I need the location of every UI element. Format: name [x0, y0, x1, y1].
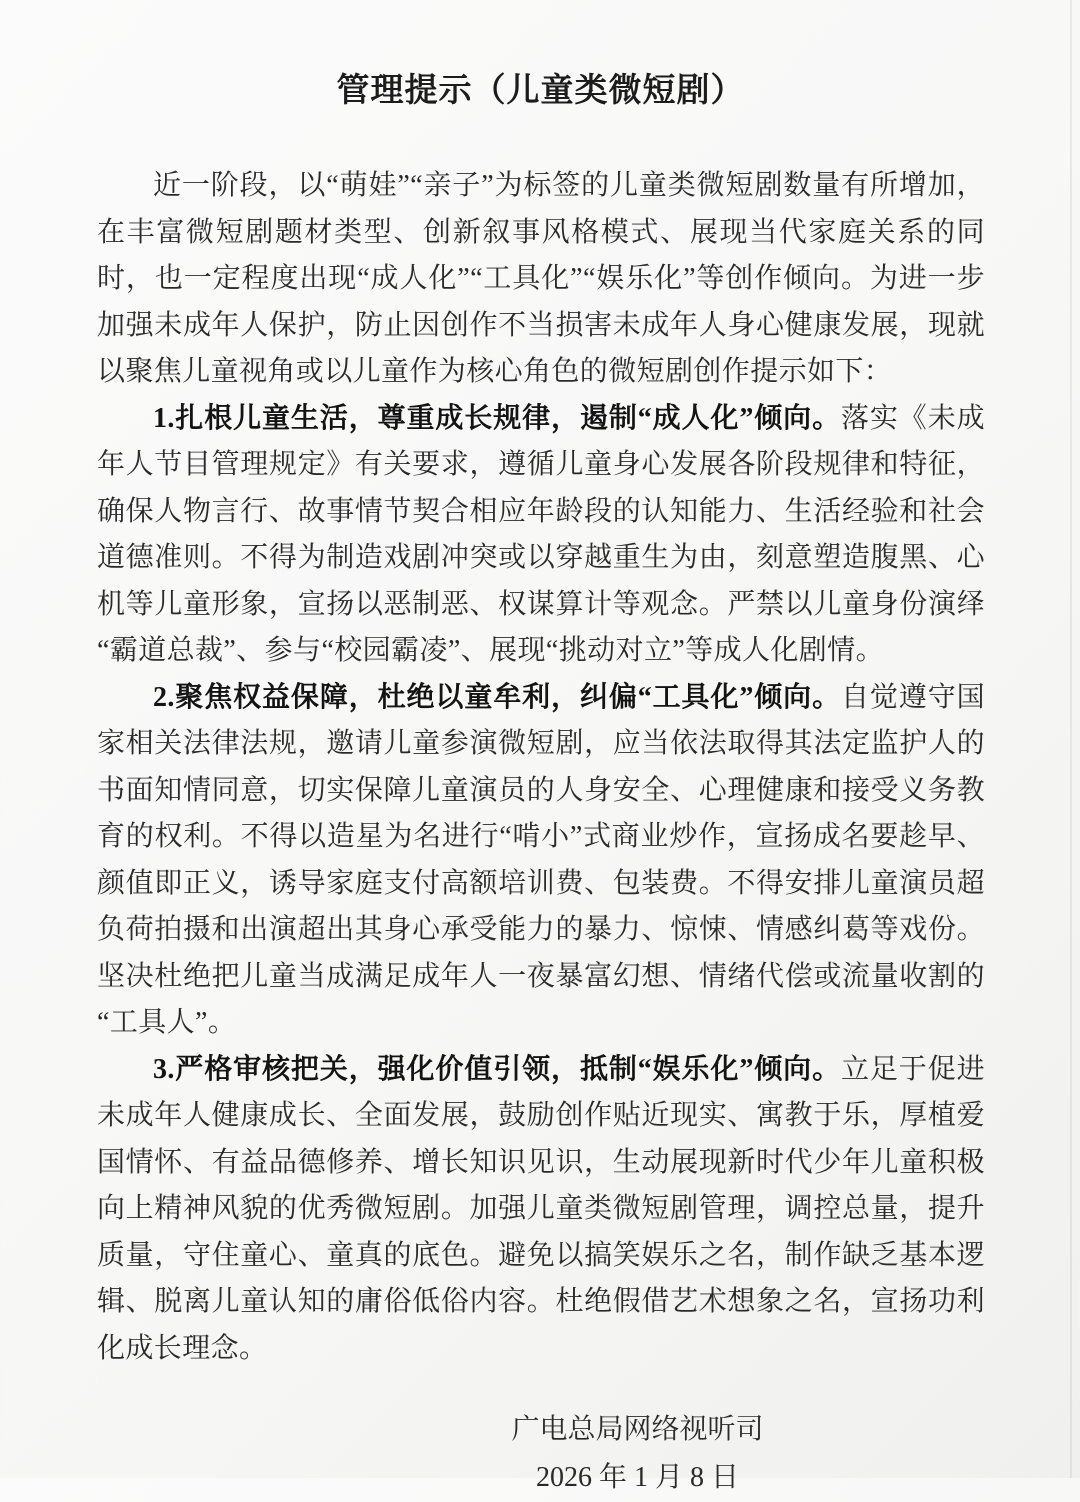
document-title: 管理提示（儿童类微短剧） [336, 73, 745, 109]
paragraph-point-2 [97, 675, 985, 1047]
issue-date: 2026 年 1 月 8 日 [535, 1462, 739, 1493]
paragraph-intro [97, 163, 985, 396]
paragraph-point-3 [97, 1047, 985, 1373]
issuing-department: 广电总局网络视听司 [511, 1414, 764, 1445]
point-2-heading: 2.聚焦权益保障，杜绝以童牟利，纠偏“工具化”倾向。 [153, 681, 841, 713]
point-1-heading: 1.扎根儿童生活，尊重成长规律，遏制“成人化”倾向。 [153, 402, 841, 434]
point-2-text: 自觉遵守国家相关法律法规，邀请儿童参演微短剧，应当依法取得其法定监护人的书面知情同意，切实保障儿童演员的人身安全、心理健康和接受义务教育的权利。不得以造星为名进行“啃小”式商业炒作，宣扬成名要趁早、颜值即正义，诱导家庭支付高额培训费、包装费。不得安排儿童演员超负荷拍摄和出演超出其身心承受能力的暴力、惊悚、情感纠葛等戏份。坚决杜绝把儿童当成满足成年人一夜暴富幻想、情绪代偿或流量收割的“工具人”。 [97, 681, 985, 1038]
paragraph-intro-text: 近一阶段，以“萌娃”“亲子”为标签的儿童类微短剧数量有所增加，在丰富微短剧题材类型、创新叙事风格模式、展现当代家庭关系的同时，也一定程度出现“成人化”“工具化”“娱乐化”等创作倾向。为进一步加强未成年人保护，防止因创作不当损害未成年人身心健康发展，现就以聚焦儿童视角或以儿童作为核心角色的微短剧创作提示如下： [97, 170, 985, 387]
document-body [97, 163, 985, 1372]
point-3-heading: 3.严格审核把关，强化价值引领，抵制“娱乐化”倾向。 [153, 1053, 841, 1085]
signature-block [194, 1406, 1080, 1502]
point-1-text: 落实《未成年人节目管理规定》有关要求，遵循儿童身心发展各阶段规律和特征，确保人物言行、故事情节契合相应年龄段的认知能力、生活经验和社会道德准则。不得为制造戏剧冲突或以穿越重生为由，刻意塑造腹黑、心机等儿童形象，宣扬以恶制恶、权谋算计等观念。严禁以儿童身份演绎“霸道总裁”、参与“校园霸凌”、展现“挑动对立”等成人化剧情。 [97, 402, 985, 666]
paragraph-point-1 [97, 396, 985, 675]
point-3-text: 立足于促进未成年人健康成长、全面发展，鼓励创作贴近现实、寓教于乐，厚植爱国情怀、有益品德修养、增长知识见识，生动展现新时代少年儿童积极向上精神风貌的优秀微短剧。加强儿童类微短剧管理，调控总量，提升质量，守住童心、童真的底色。避免以搞笑娱乐之名，制作缺乏基本逻辑、脱离儿童认知的庸俗低俗内容。杜绝假借艺术想象之名，宣扬功利化成长理念。 [97, 1053, 985, 1364]
